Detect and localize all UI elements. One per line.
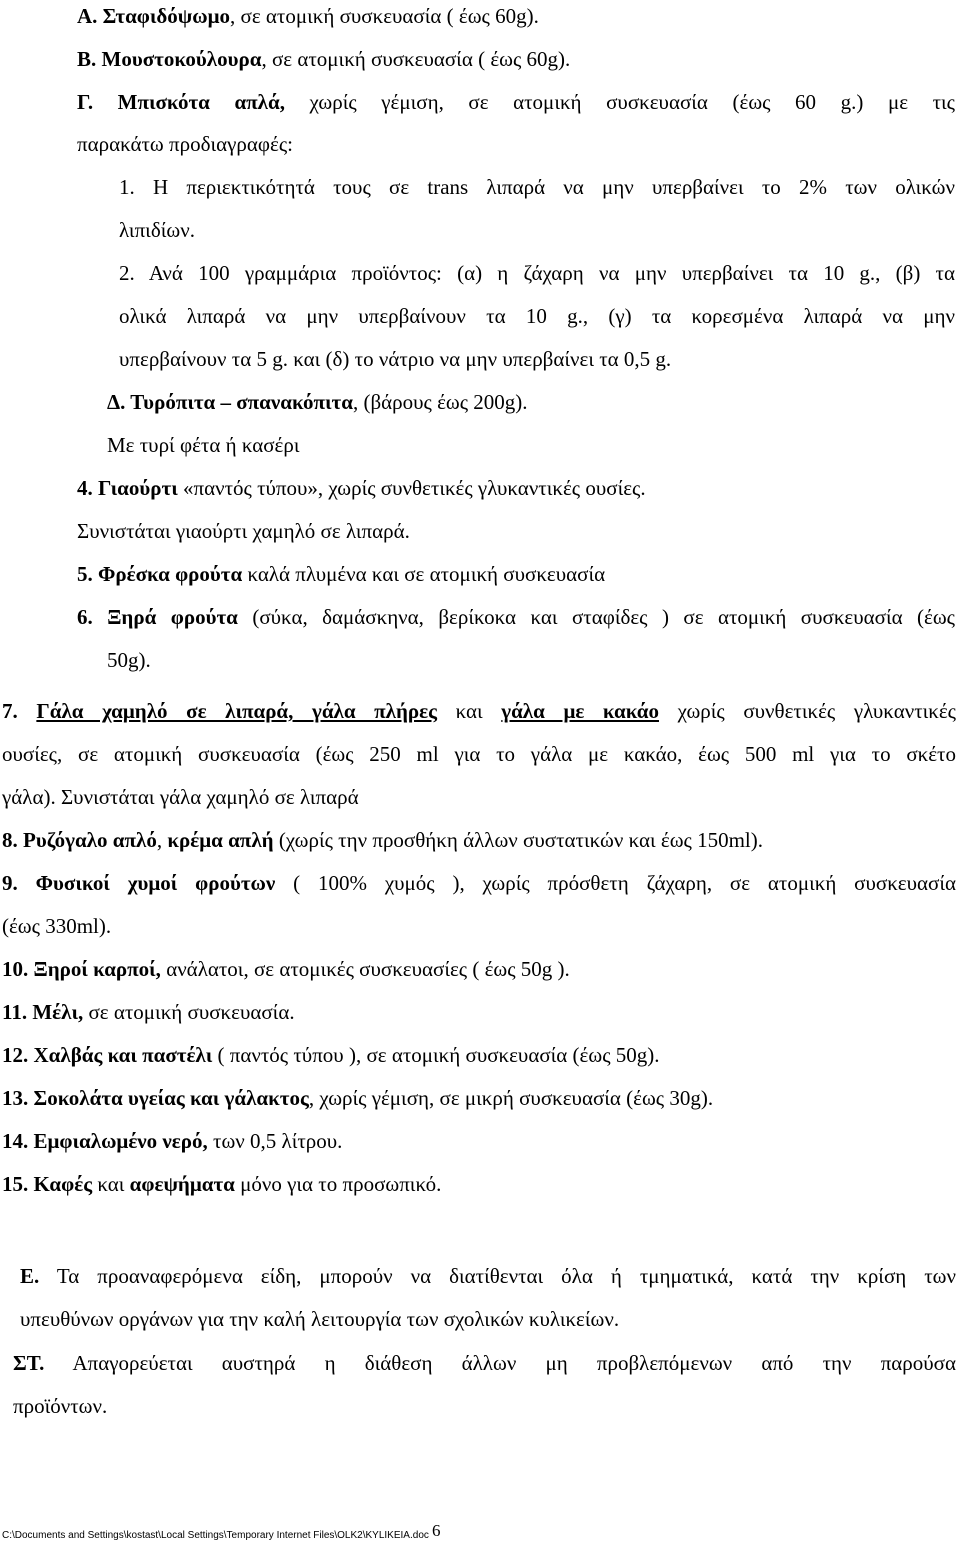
item-g-cont: παρακάτω προδιαγραφές: <box>77 132 293 156</box>
item-9-cont: (έως 330ml). <box>2 914 112 938</box>
section-e: Ε. Τα προαναφερόμενα είδη, μπορούν να διατίθενται όλα ή τμηματικά, κατά την κρίση των <box>20 1264 956 1288</box>
item-d-sub: Με τυρί φέτα ή κασέρι <box>107 433 300 457</box>
item-15: 15. Καφές και αφεψήματα μόνο για το προσωπικό. <box>2 1172 442 1196</box>
item-10: 10. Ξηροί καρποί, ανάλατοι, σε ατομικές συσκευασίες ( έως 50g ). <box>2 957 570 981</box>
item-7-cont2: γάλα). Συνιστάται γάλα χαμηλό σε λιπαρά <box>2 785 359 809</box>
page-number: 6 <box>432 1521 441 1540</box>
item-9: 9. Φυσικοί χυμοί φρούτων ( 100% χυμός ), χωρίς πρόσθετη ζάχαρη, σε ατομική συσκευασία <box>2 871 956 895</box>
item-6: 6. Ξηρά φρούτα (σύκα, δαμάσκηνα, βερίκοκα και σταφίδες ) σε ατομική συσκευασία (έως <box>77 605 956 629</box>
item-4: 4. Γιαούρτι «παντός τύπου», χωρίς συνθετικές γλυκαντικές ουσίες. <box>77 476 646 500</box>
item-12: 12. Χαλβάς και παστέλι ( παντός τύπου ), σε ατομική συσκευασία (έως 50g). <box>2 1043 660 1067</box>
section-st-cont: προϊόντων. <box>13 1394 108 1418</box>
item-7: 7. Γάλα χαμηλό σε λιπαρά, γάλα πλήρες και γάλα με κακάο χωρίς συνθετικές γλυκαντικές <box>2 699 956 723</box>
item-7-cont: ουσίες, σε ατομική συσκευασία (έως 250 ml για το γάλα με κακάο, έως 500 ml για το σκέτο <box>2 742 956 766</box>
section-st: ΣΤ. Απαγορεύεται αυστηρά η διάθεση άλλων μη προβλεπόμενων από την παρούσα <box>13 1351 956 1375</box>
spec-2-cont: ολικά λιπαρά να μην υπερβαίνουν τα 10 g., (γ) τα κορεσμένα λιπαρά να μην <box>119 304 955 328</box>
item-11: 11. Μέλι, σε ατομική συσκευασία. <box>2 1000 295 1024</box>
item-8: 8. Ρυζόγαλο απλό, κρέμα απλή (χωρίς την προσθήκη άλλων συστατικών και έως 150ml). <box>2 828 763 852</box>
item-4-sub: Συνιστάται γιαούρτι χαμηλό σε λιπαρά. <box>77 519 410 543</box>
spec-2: 2. Ανά 100 γραμμάρια προϊόντος: (α) η ζάχαρη να μην υπερβαίνει τα 10 g., (β) τα <box>119 261 955 285</box>
item-d: Δ. Τυρόπιτα – σπανακόπιτα, (βάρους έως 200g). <box>107 390 528 414</box>
spec-1-cont: λιπιδίων. <box>119 218 195 242</box>
footer-file-path: C:\Documents and Settings\kostast\Local Settings\Temporary Internet Files\OLK2\KYLIKEIA.doc <box>2 1530 429 1541</box>
item-a: Α. Σταφιδόψωμο, σε ατομική συσκευασία ( έως 60g). <box>77 4 539 28</box>
section-e-cont: υπευθύνων οργάνων για την καλή λειτουργία των σχολικών κυλικείων. <box>20 1307 620 1331</box>
item-5: 5. Φρέσκα φρούτα καλά πλυμένα και σε ατομική συσκευασία <box>77 562 606 586</box>
item-13: 13. Σοκολάτα υγείας και γάλακτος, χωρίς γέμιση, σε μικρή συσκευασία (έως 30g). <box>2 1086 714 1110</box>
item-6-cont: 50g). <box>107 648 151 672</box>
item-14: 14. Εμφιαλωμένο νερό, των 0,5 λίτρου. <box>2 1129 343 1153</box>
item-b: Β. Μουστοκούλουρα, σε ατομική συσκευασία ( έως 60g). <box>77 47 571 71</box>
spec-1: 1. Η περιεκτικότητά τους σε trans λιπαρά να μην υπερβαίνει το 2% των ολικών <box>119 175 955 199</box>
spec-2-cont2: υπερβαίνουν τα 5 g. και (δ) το νάτριο να μην υπερβαίνει τα 0,5 g. <box>119 347 672 371</box>
item-g: Γ. Μπισκότα απλά, χωρίς γέμιση, σε ατομική συσκευασία (έως 60 g.) με τις <box>77 90 956 114</box>
